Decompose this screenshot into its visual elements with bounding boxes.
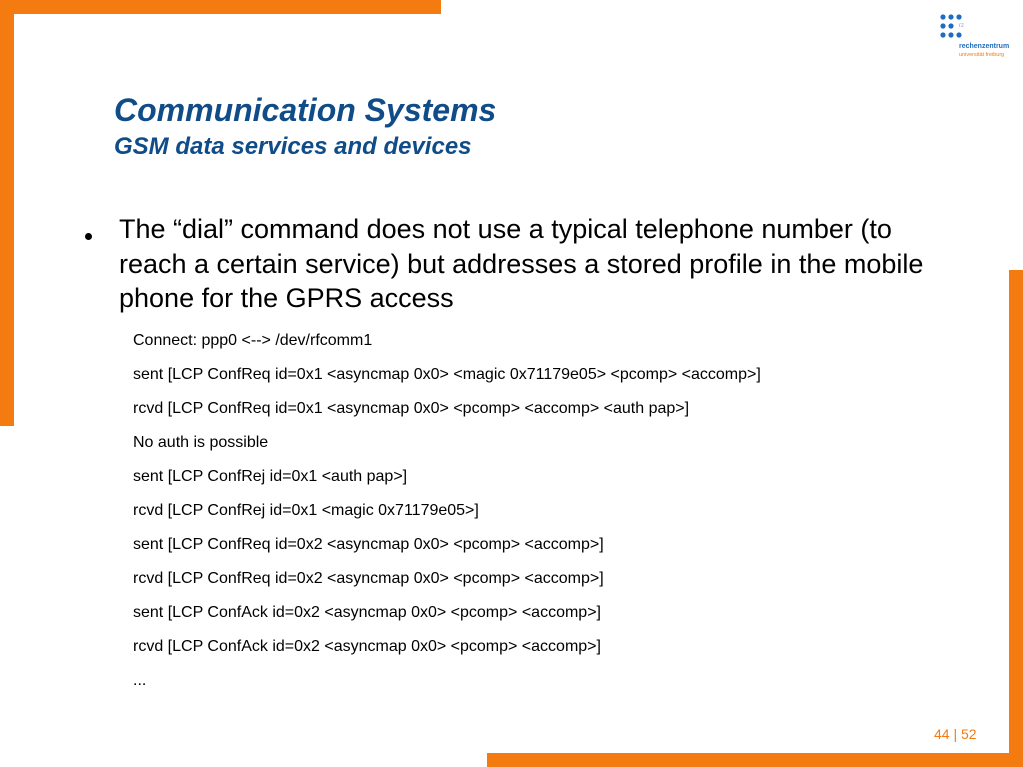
top-accent-bar [0, 0, 441, 14]
log-line: rcvd [LCP ConfAck id=0x2 <asyncmap 0x0> <pcomp> <accomp>] [133, 638, 601, 655]
bottom-accent-bar [487, 753, 1023, 767]
log-line: No auth is possible [133, 434, 269, 451]
page-number [934, 726, 977, 742]
log-line: ... [133, 672, 147, 689]
log-line: Connect: ppp0 <--> /dev/rfcomm1 [133, 332, 373, 349]
logo-line-2: universität freiburg [959, 52, 1005, 58]
log-line: rcvd [LCP ConfRej id=0x1 <magic 0x71179e05>] [133, 502, 479, 519]
log-line: sent [LCP ConfReq id=0x2 <asyncmap 0x0> <pcomp> <accomp>] [133, 536, 604, 553]
ppp-log-list [133, 324, 761, 698]
page-total: 52 [961, 726, 977, 742]
bullet-text: The “dial” command does not use a typical telephone number (to reach a certain service) but addresses a stored profile in the mobile phone for the GPRS access [119, 214, 924, 313]
bullet-icon [85, 233, 92, 240]
page-current: 44 [934, 726, 950, 742]
rz-logo [938, 12, 1016, 64]
log-line: sent [LCP ConfRej id=0x1 <auth pap>] [133, 468, 408, 485]
logo-abbrev: rz [959, 23, 964, 29]
log-line: sent [LCP ConfAck id=0x2 <asyncmap 0x0> <pcomp> <accomp>] [133, 604, 601, 621]
page-separator: | [953, 726, 958, 742]
slide-subtitle: GSM data services and devices [114, 133, 472, 160]
log-line: rcvd [LCP ConfReq id=0x2 <asyncmap 0x0> <pcomp> <accomp>] [133, 570, 604, 587]
slide-title: Communication Systems [114, 92, 497, 128]
left-accent-bar [0, 0, 14, 426]
logo-line-1: rechenzentrum [959, 43, 1010, 50]
log-line: rcvd [LCP ConfReq id=0x1 <asyncmap 0x0> <pcomp> <accomp> <auth pap>] [133, 400, 690, 417]
right-accent-bar [1009, 270, 1023, 767]
log-line: sent [LCP ConfReq id=0x1 <asyncmap 0x0> <magic 0x71179e05> <pcomp> <accomp>] [133, 366, 761, 383]
